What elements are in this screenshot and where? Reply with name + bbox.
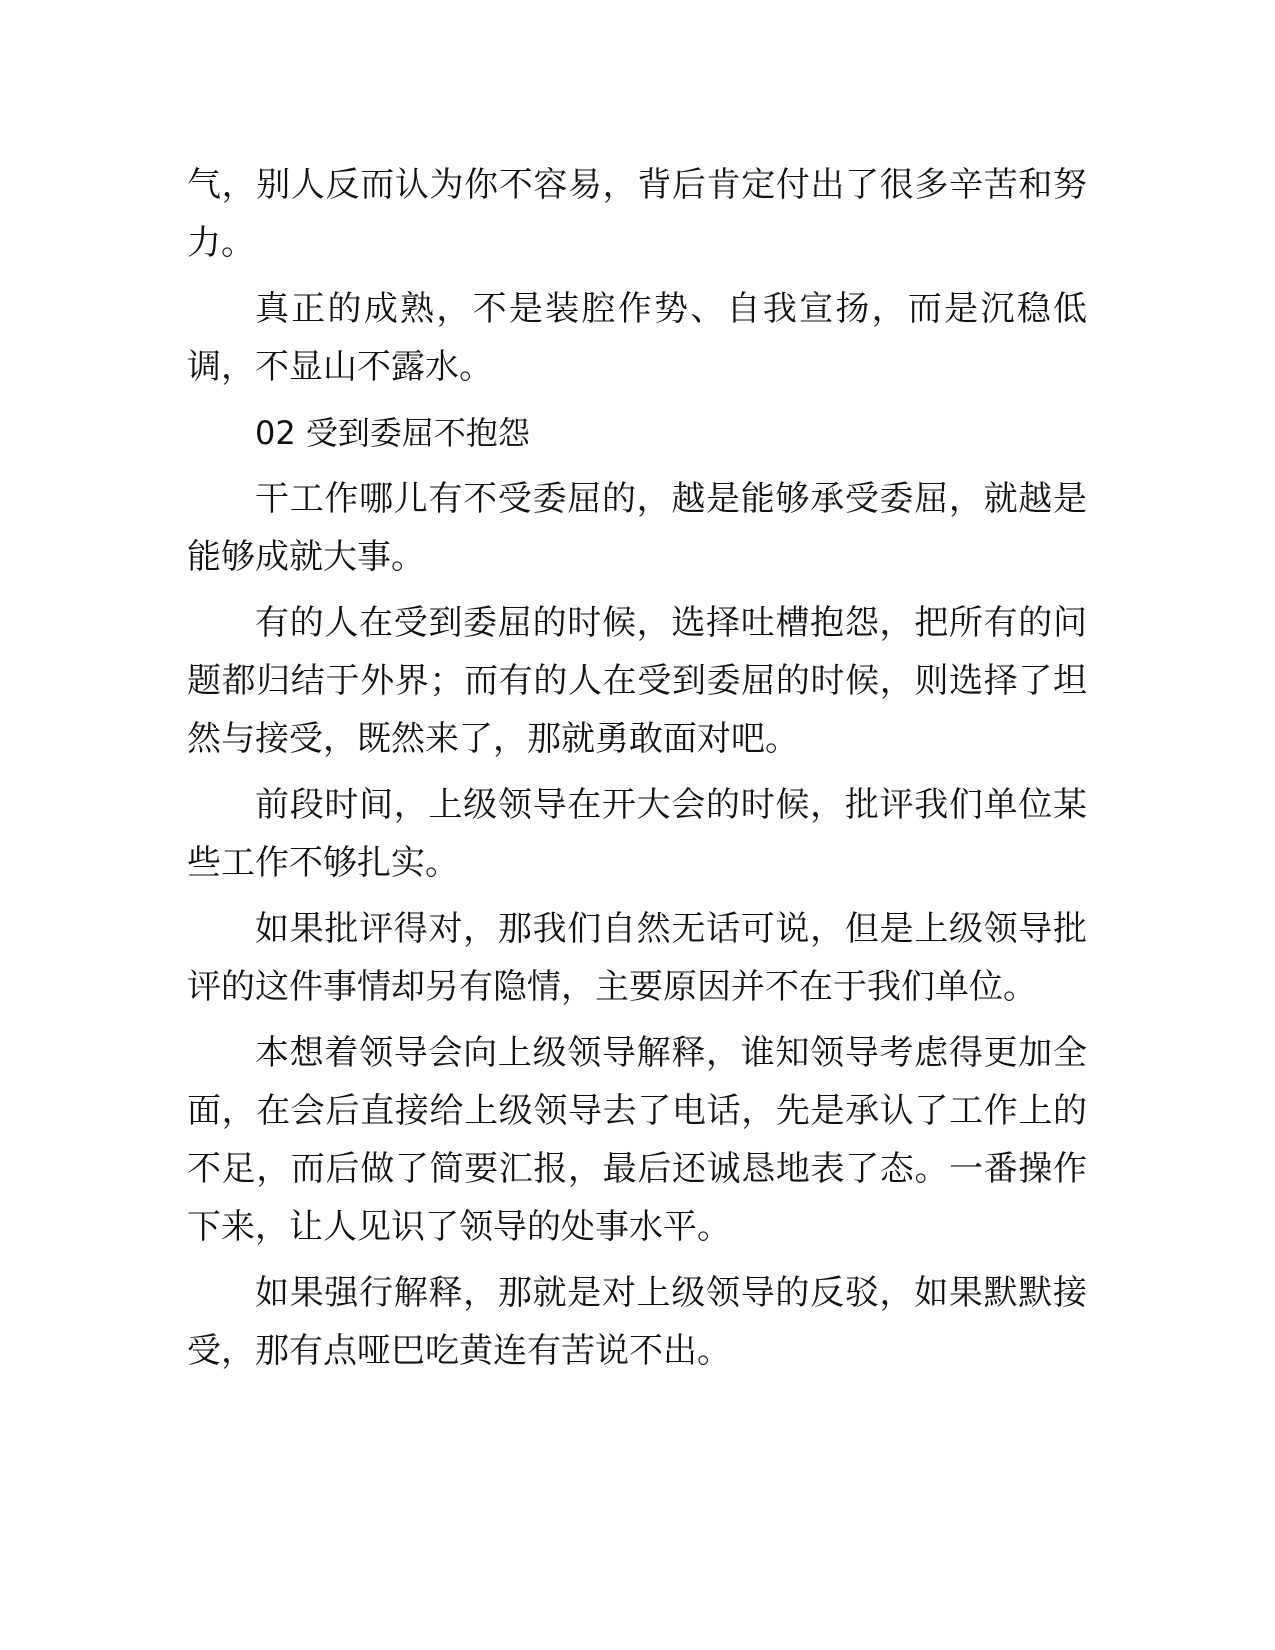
section-heading: 02 受到委屈不抱怨 — [255, 414, 530, 452]
paragraph: 干工作哪儿有不受委屈的，越是能够承受委屈，就越是能够成就大事。 — [187, 479, 1087, 577]
paragraph-continued: 气，别人反而认为你不容易，背后肯定付出了很多辛苦和努力。 — [187, 165, 1087, 263]
paragraph: 前段时间，上级领导在开大会的时候，批评我们单位某些工作不够扎实。 — [187, 785, 1087, 883]
paragraph: 有的人在受到委屈的时候，选择吐槽抱怨，把所有的问题都归结于外界；而有的人在受到委屈的时候，则选择了坦然与接受，既然来了，那就勇敢面对吧。 — [187, 603, 1087, 759]
paragraph: 如果批评得对，那我们自然无话可说，但是上级领导批评的这件事情却另有隐情，主要原因并不在于我们单位。 — [187, 909, 1087, 1007]
document-body — [187, 156, 1087, 1388]
paragraph: 如果强行解释，那就是对上级领导的反驳，如果默默接受，那有点哑巴吃黄连有苦说不出。 — [187, 1273, 1087, 1371]
paragraph: 本想着领导会向上级领导解释，谁知领导考虑得更加全面，在会后直接给上级领导去了电话，先是承认了工作上的不足，而后做了简要汇报，最后还诚恳地表了态。一番操作下来，让人见识了领导的处事水平。 — [187, 1033, 1087, 1247]
paragraph: 真正的成熟，不是装腔作势、自我宣扬，而是沉稳低调，不显山不露水。 — [187, 289, 1087, 387]
